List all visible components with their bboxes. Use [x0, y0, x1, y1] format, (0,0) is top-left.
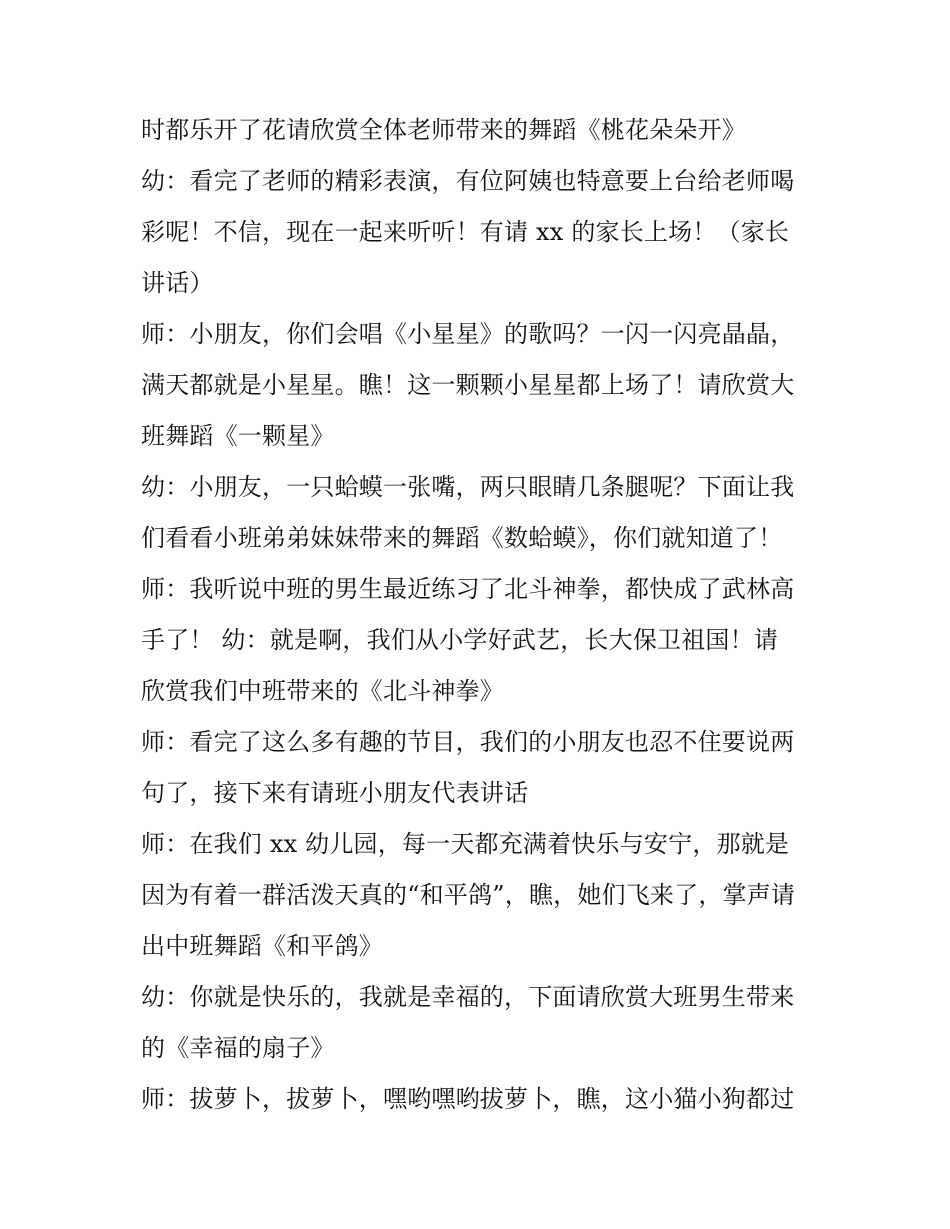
text-line: 出中班舞蹈《和平鸽》: [141, 932, 383, 960]
text-line: 手了！ 幼：就是啊，我们从小学好武艺，长大保卫祖国！请: [141, 626, 779, 654]
text-line: 时都乐开了花请欣赏全体老师带来的舞蹈《桃花朵朵开》: [141, 116, 746, 144]
text-line: 师：小朋友，你们会唱《小星星》的歌吗？一闪一闪亮晶晶，: [141, 320, 795, 348]
document-text: [141, 105, 821, 1125]
text-line: 师：拔萝卜，拔萝卜，嘿哟嘿哟拔萝卜，瞧，这小猫小狗都过: [141, 1085, 795, 1113]
text-line: 幼：看完了老师的精彩表演，有位阿姨也特意要上台给老师喝: [141, 167, 795, 195]
text-line: 幼：小朋友，一只蛤蟆一张嘴，两只眼睛几条腿呢？下面让我: [141, 473, 795, 501]
text-line: 班舞蹈《一颗星》: [141, 422, 335, 450]
text-line: 因为有着一群活泼天真的“和平鸽”，瞧，她们飞来了，掌声请: [141, 881, 796, 909]
text-line: 满天都就是小星星。瞧！这一颗颗小星星都上场了！请欣赏大: [141, 371, 795, 399]
text-line: 们看看小班弟弟妹妹带来的舞蹈《数蛤蟆》，你们就知道了！: [141, 524, 783, 552]
text-line: 欣赏我们中班带来的《北斗神拳》: [141, 677, 504, 705]
text-line: 彩呢！不信，现在一起来听听！有请 xx 的家长上场！（家长: [141, 218, 790, 246]
text-line: 师：在我们 xx 幼儿园，每一天都充满着快乐与安宁，那就是: [141, 830, 790, 858]
text-line: 的《幸福的扇子》: [141, 1034, 335, 1062]
text-line: 师：我听说中班的男生最近练习了北斗神拳，都快成了武林高: [141, 575, 795, 603]
text-line: 师：看完了这么多有趣的节目，我们的小朋友也忍不住要说两: [141, 728, 795, 756]
text-line: 幼：你就是快乐的，我就是幸福的，下面请欣赏大班男生带来: [141, 983, 795, 1011]
text-line: 讲话）: [141, 269, 214, 297]
text-line: 句了，接下来有请班小朋友代表讲话: [141, 779, 529, 807]
